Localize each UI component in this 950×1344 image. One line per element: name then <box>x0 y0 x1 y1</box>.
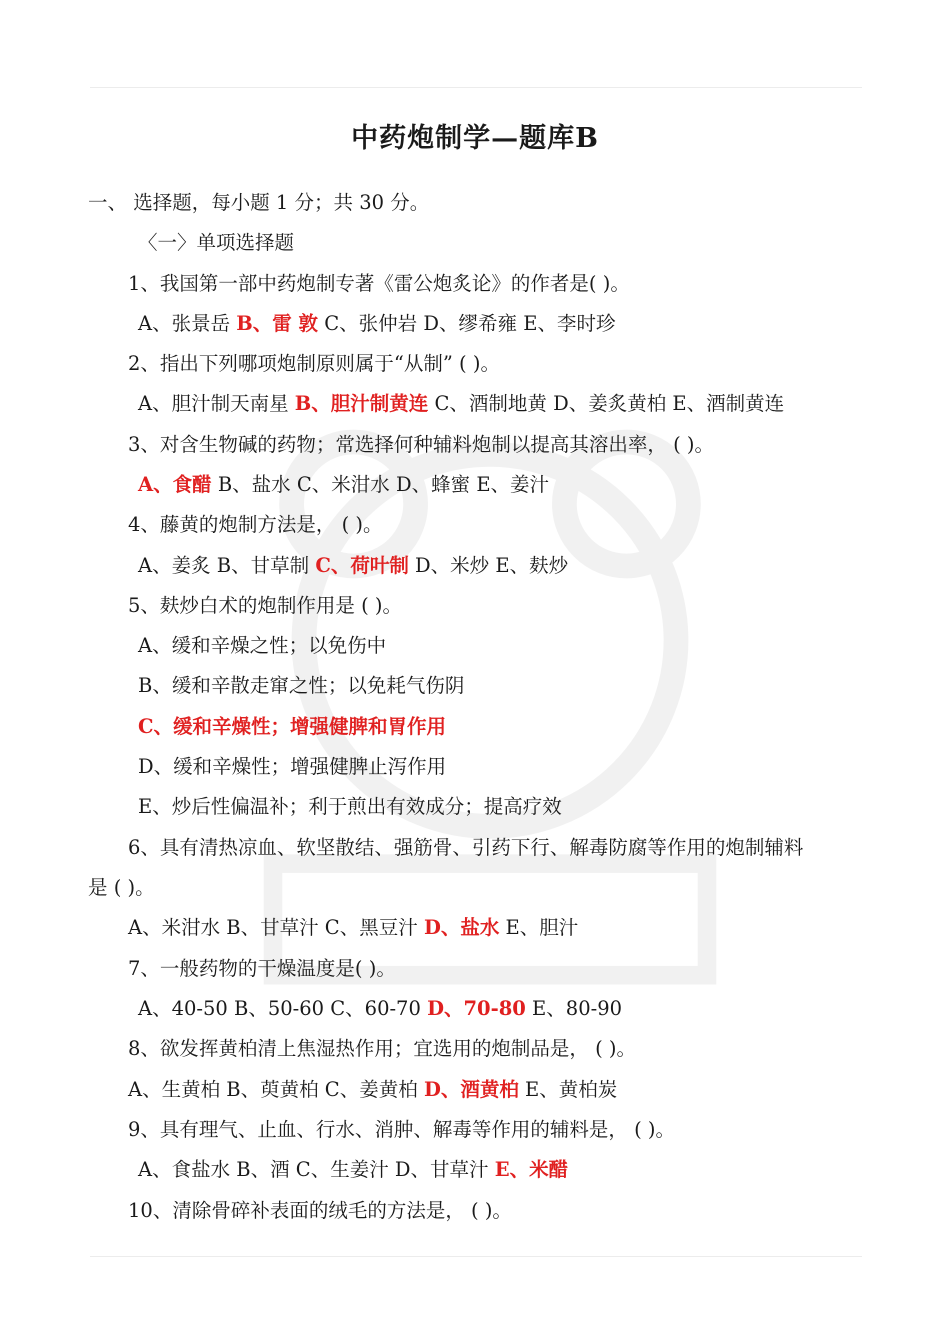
option-text: A、张景岳 <box>138 312 237 335</box>
question-1-options <box>138 311 615 337</box>
question-4-options <box>138 553 568 579</box>
subsection-heading: 〈一〉单项选择题 <box>138 231 295 254</box>
question-3-stem: 3、对含生物碱的药物；常选择何种辅料炮制以提高其溶出率， ( )。 <box>128 433 715 456</box>
question-8-options <box>128 1077 617 1103</box>
correct-answer: E、米醋 <box>494 1158 569 1181</box>
question-5-option-a: A、缓和辛燥之性；以免伤中 <box>138 634 387 657</box>
question-7-options <box>138 996 622 1022</box>
question-5-option-e: E、炒后性偏温补；利于煎出有效成分；提高疗效 <box>138 795 562 818</box>
question-9-stem: 9、具有理气、止血、行水、消肿、解毒等作用的辅料是， ( )。 <box>128 1118 676 1141</box>
question-8-stem: 8、欲发挥黄柏清上焦湿热作用；宜选用的炮制品是， ( )。 <box>128 1037 637 1060</box>
option-text: A、米泔水 B、甘草汁 C、黑豆汁 <box>128 916 424 939</box>
question-3-options <box>138 472 549 498</box>
option-text: E、胆汁 <box>499 916 579 939</box>
correct-answer: C、荷叶制 <box>315 554 409 577</box>
page-title: 中药炮制学—题库B <box>351 123 599 154</box>
question-10-stem: 10、清除骨碎补表面的绒毛的方法是， ( )。 <box>128 1199 512 1222</box>
question-6-options <box>128 915 578 941</box>
question-7-stem: 7、一般药物的干燥温度是( )。 <box>128 957 396 980</box>
correct-answer: D、酒黄柏 <box>423 1078 519 1101</box>
correct-answer: B、胆汁制黄连 <box>294 392 429 415</box>
section-heading: 一、 选择题，每小题 1 分；共 30 分。 <box>88 191 430 214</box>
option-text: E、黄柏炭 <box>518 1078 618 1101</box>
question-6-stem: 6、具有清热凉血、软坚散结、强筋骨、引药下行、解毒防腐等作用的炮制辅料 <box>128 836 804 859</box>
option-text: E、80-90 <box>525 997 623 1020</box>
option-text: A、食盐水 B、酒 C、生姜汁 D、甘草汁 <box>138 1158 495 1181</box>
question-5-correct-answer: C、缓和辛燥性；增强健脾和胃作用 <box>138 715 447 738</box>
question-1-stem: 1、我国第一部中药炮制专著《雷公炮炙论》的作者是( )。 <box>128 272 630 295</box>
correct-answer: B、雷 敦 <box>236 312 319 335</box>
option-text: C、张仲岩 D、缪希雍 E、李时珍 <box>318 312 616 335</box>
option-text: D、米炒 E、麸炒 <box>408 554 569 577</box>
option-text: A、40-50 B、50-60 C、60-70 <box>138 997 428 1020</box>
option-text: A、胆汁制天南星 <box>138 392 295 415</box>
option-text: A、生黄柏 B、萸黄柏 C、姜黄柏 <box>128 1078 424 1101</box>
footer-divider <box>90 1256 862 1257</box>
question-5-option-b: B、缓和辛散走窜之性；以免耗气伤阴 <box>138 674 465 697</box>
question-2-options <box>138 391 784 417</box>
question-5-option-d: D、缓和辛燥性；增强健脾止泻作用 <box>138 755 447 778</box>
question-4-stem: 4、藤黄的炮制方法是， ( )。 <box>128 513 383 536</box>
question-9-options <box>138 1157 568 1183</box>
correct-answer: D、盐水 <box>423 916 500 939</box>
question-2-stem: 2、指出下列哪项炮制原则属于“从制” ( )。 <box>128 352 500 375</box>
option-text: B、盐水 C、米泔水 D、蜂蜜 E、姜汁 <box>211 473 550 496</box>
correct-answer: D、70-80 <box>427 997 526 1020</box>
header-divider <box>90 87 862 88</box>
option-text: A、姜炙 B、甘草制 <box>138 554 316 577</box>
question-6-stem-continued: 是 ( )。 <box>88 876 155 899</box>
correct-answer: A、食醋 <box>138 473 212 496</box>
question-5-stem: 5、麸炒白术的炮制作用是 ( )。 <box>128 594 403 617</box>
option-text: C、酒制地黄 D、姜炙黄柏 E、酒制黄连 <box>428 392 785 415</box>
